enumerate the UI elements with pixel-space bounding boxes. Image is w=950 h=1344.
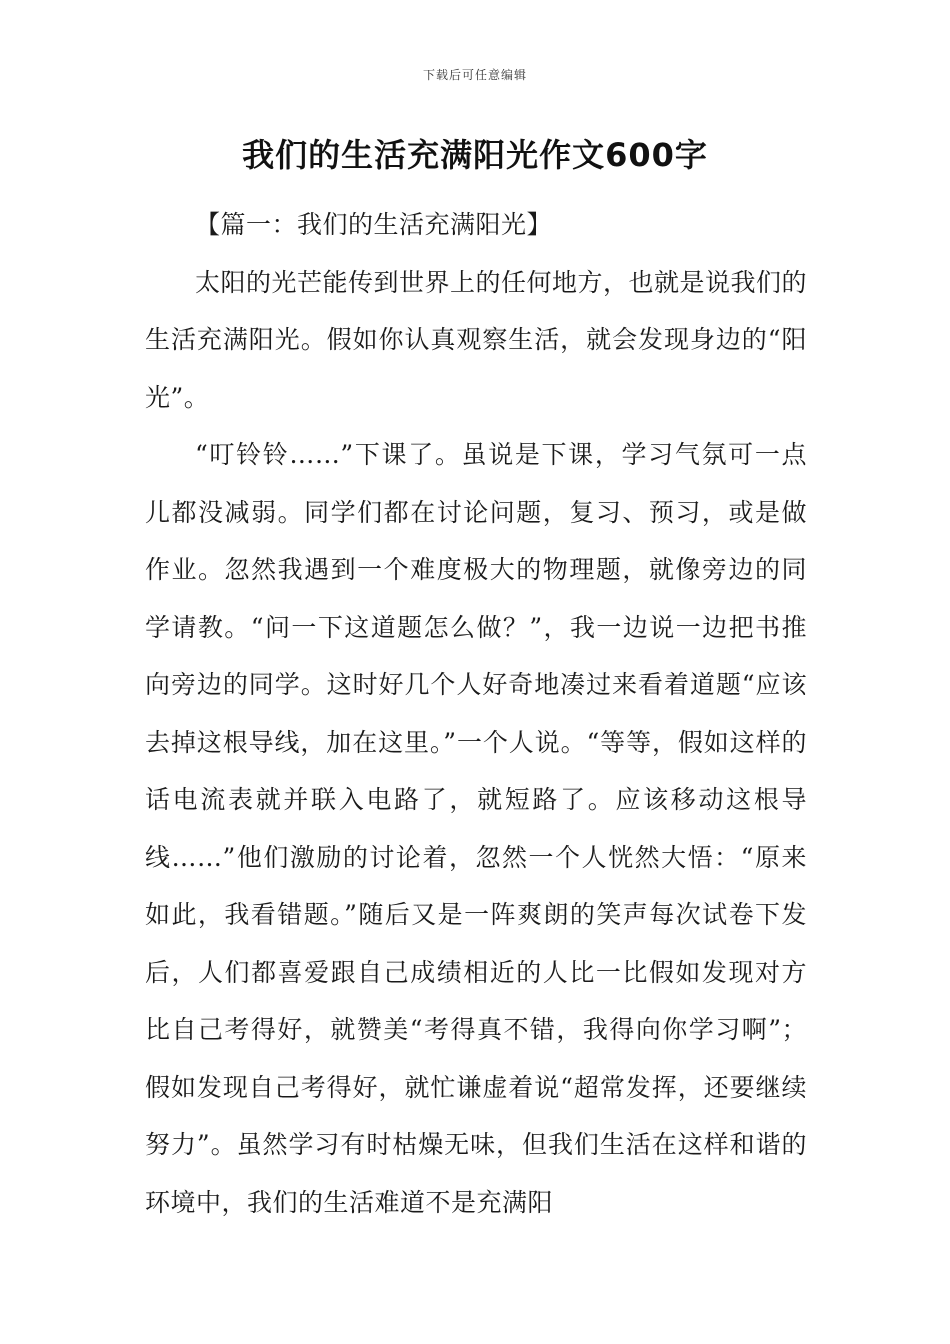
paragraph-2: “叮铃铃……”下课了。虽说是下课，学习气氛可一点儿都没减弱。同学们都在讨论问题，复习、预习，或是做作业。忽然我遇到一个难度极大的物理题，就像旁边的同学请教。“问一下这道题怎么做？”，我一边说一边把书推向旁边的同学。这时好几个人好奇地凑过来看着道题“应该去掉这根导线，加在这里。”一个人说。“等等，假如这样的话电流表就并联入电路了，就短路了。应该移动这根导线……”他们激励的讨论着，忽然一个人恍然大悟：“原来如此，我看错题。”随后又是一阵爽朗的笑声每次试卷下发后，人们都喜爱跟自己成绩相近的人比一比假如发现对方比自己考得好，就赞美“考得真不错，我得向你学习啊”；假如发现自己考得好，就忙谦虚着说“超常发挥，还要继续努力”。虽然学习有时枯燥无味，但我们生活在这样和谐的环境中，我们的生活难道不是充满阳: [145, 440, 807, 1217]
paragraph-1: 太阳的光芒能传到世界上的任何地方，也就是说我们的生活充满阳光。假如你认真观察生活，就会发现身边的“阳光”。: [145, 267, 808, 412]
section-heading: 【篇一：我们的生活充满阳光】: [195, 210, 553, 239]
header-note: 下载后可任意编辑: [422, 68, 527, 82]
document-body: [145, 196, 807, 1231]
document-title: 我们的生活充满阳光作文600字: [242, 136, 708, 174]
